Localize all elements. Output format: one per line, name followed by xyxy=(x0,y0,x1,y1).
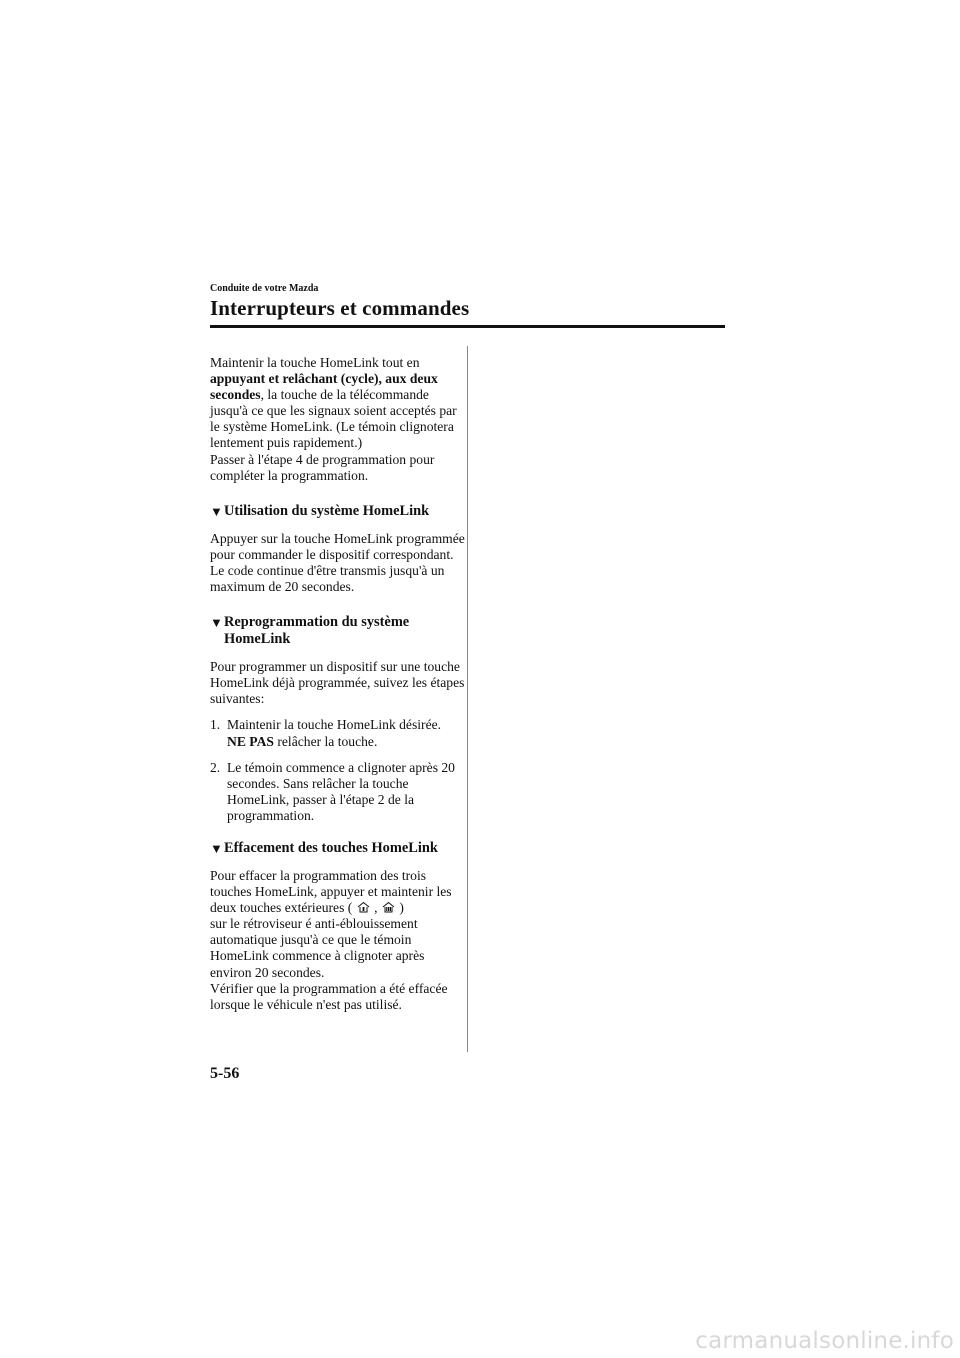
page-title: Interrupteurs et commandes xyxy=(210,296,470,320)
title-rule xyxy=(210,325,725,328)
heading-utilisation xyxy=(210,503,465,520)
heading-reprogrammation-line1: Reprogrammation du système xyxy=(224,614,410,631)
effacement-sep: , xyxy=(374,900,378,916)
intro-text-2: , la touche de la télécommande jusqu'à ce que les signaux soient acceptés par le système HomeLink. (Le témoin clignotera lentement puis rapidement.) xyxy=(210,387,457,451)
heading-reprogrammation-line2: HomeLink xyxy=(224,631,291,648)
reprogrammation-paragraph: Pour programmer un dispositif sur une touche HomeLink déjà programmée, suivez les étapes suivantes: xyxy=(210,659,465,707)
triangle-down-icon: ▼ xyxy=(210,615,223,631)
footer-watermark: carmanualsonline.info xyxy=(695,1328,954,1354)
heading-effacement-text: Effacement des touches HomeLink xyxy=(224,839,438,856)
step-2 xyxy=(210,760,465,824)
intro-paragraph xyxy=(210,355,465,484)
homelink-button-3-icon xyxy=(381,901,396,913)
effacement-text-a: Pour effacer la programmation des trois touches HomeLink, appuyer et maintenir les deux touches extérieures ( xyxy=(210,867,452,916)
effacement-text-b: ) xyxy=(399,900,404,916)
heading-effacement xyxy=(210,840,465,857)
effacement-text-c: sur le rétroviseur é anti-éblouissement automatique jusqu'à ce que le témoin HomeLink commence à clignoter après environ 20 secondes. xyxy=(210,916,425,980)
effacement-text-d: Vérifier que la programmation a été effacée lorsque le véhicule n'est pas utilisé. xyxy=(210,980,448,1012)
step-1-bold: NE PAS xyxy=(227,733,274,749)
heading-reprogrammation xyxy=(210,614,465,648)
intro-bold: appuyant et relâchant (cycle), aux deux secondes xyxy=(210,371,438,403)
step-1-number: 1. xyxy=(210,717,221,733)
intro-text-1: Maintenir la touche HomeLink tout en xyxy=(210,355,420,370)
step-1-text: Maintenir la touche HomeLink désirée. xyxy=(227,717,442,733)
section-label: Conduite de votre Mazda xyxy=(210,283,319,294)
triangle-down-icon: ▼ xyxy=(210,503,223,519)
utilisation-paragraph: Appuyer sur la touche HomeLink programmée pour commander le dispositif correspondant. Le code continue d'être transmis jusqu'à un maximum de 20 secondes. xyxy=(210,530,465,595)
step-2-text: Le témoin commence a clignoter après 20 secondes. Sans relâcher la touche HomeLink, passer à l'étape 2 de la programmation. xyxy=(227,759,455,823)
step-2-number: 2. xyxy=(210,759,221,775)
page-number: 5-56 xyxy=(210,1065,240,1082)
step-1-rest: relâcher la touche. xyxy=(273,733,378,749)
intro-text-3: Passer à l'étape 4 de programmation pour compléter la programmation. xyxy=(210,451,435,483)
step-1 xyxy=(210,717,465,749)
left-column xyxy=(210,355,465,1013)
triangle-down-icon: ▼ xyxy=(210,840,223,856)
column-divider xyxy=(467,346,468,1052)
heading-utilisation-text: Utilisation du système HomeLink xyxy=(224,502,430,519)
homelink-button-1-icon xyxy=(356,901,371,913)
effacement-paragraph xyxy=(210,868,465,1013)
